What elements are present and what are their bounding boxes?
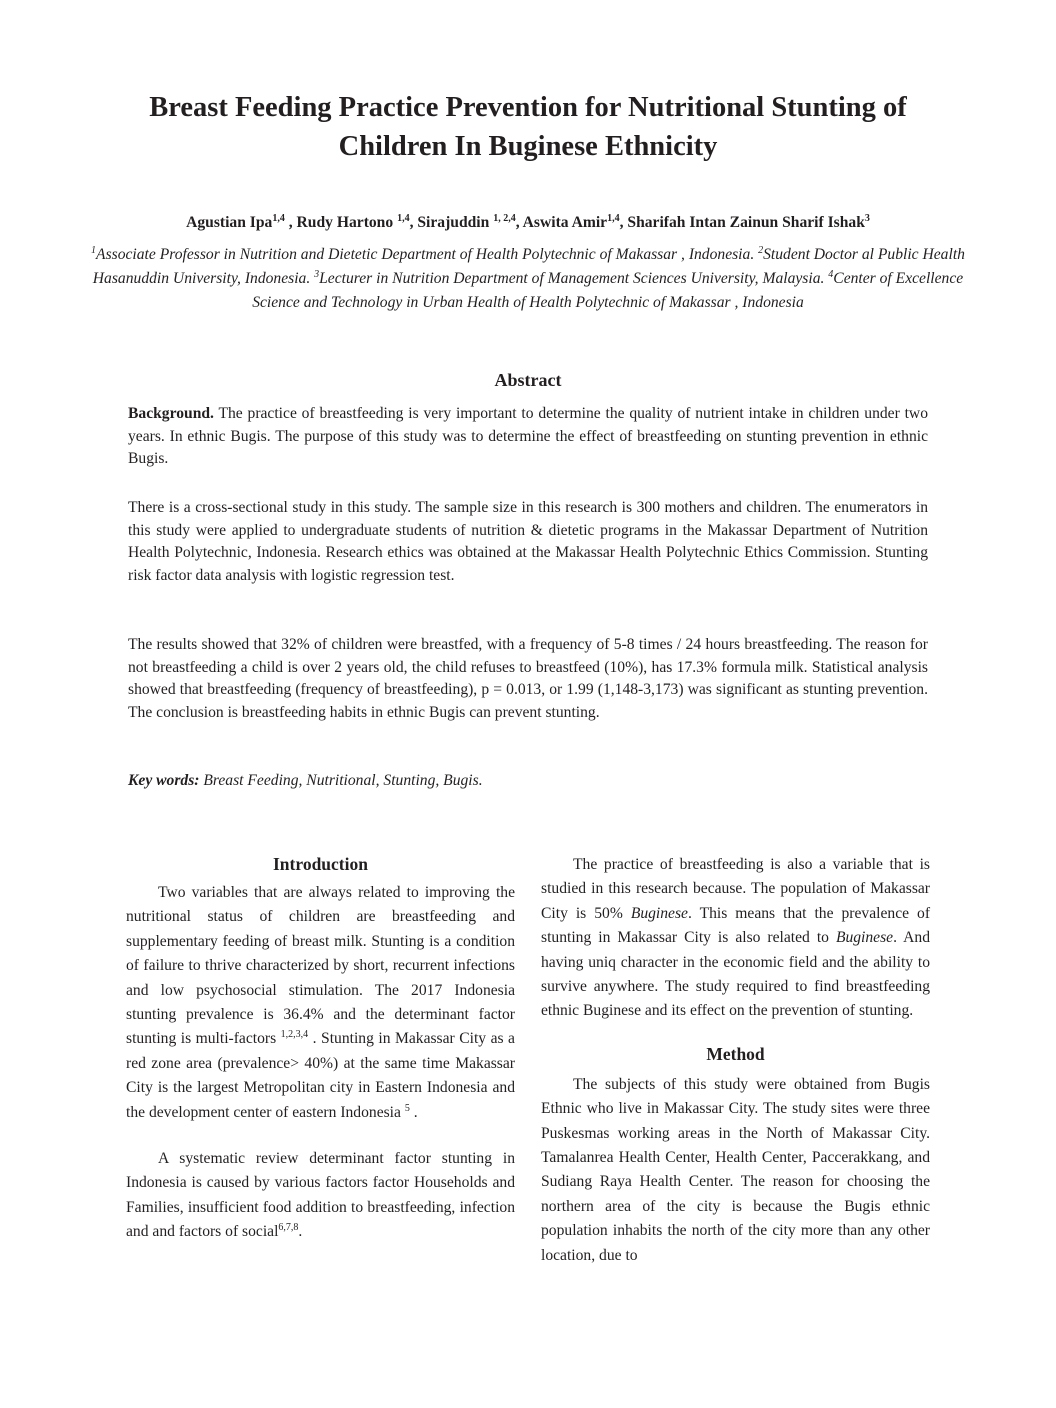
left-column (126, 852, 515, 1245)
right-column (541, 853, 930, 1268)
affil-sup: 3 (314, 269, 320, 280)
affil-sup: 4 (828, 269, 834, 280)
affil-sup: 1 (91, 245, 97, 256)
citation-sup: 6,7,8 (278, 1222, 299, 1234)
intro-p2-text-b: . (298, 1223, 303, 1241)
background-text: The practice of breastfeeding is very important to determine the quality of nutrient intake in children under two years. In ethnic Bugis. The purpose of this study was to determine the effect of breastfeeding on stunting prevention in ethnic Bugis. (128, 405, 928, 468)
introduction-heading: Introduction (273, 854, 368, 874)
abstract-results-paragraph: The results showed that 32% of children were breastfed, with a frequency of 5-8 times / 24 hours breastfeeding. The reason for not breastfeeding a child is over 2 years old, the child refuses to breastfeed (10%), has 17.3% formula milk. Statistical analysis showed that breastfeeding (frequency of breastfeeding), p = 0.013, or 1.99 (1,148-3,173) was significant as stunting prevention. The conclusion is breastfeeding habits in ethnic Bugis can prevent stunting. (128, 636, 928, 721)
intro-p1-text-a: Two variables that are always related to improving the nutritional status of children are breastfeeding and supplementary feeding of breast milk. Stunting is a condition of failure to thrive characterized by short, recurrent infections and low psychosocial stimulation. The 2017 Indonesia stunting prevalence is 36.4% and the determinant factor stunting is multi-factors (126, 884, 515, 1048)
author-name: Aswita Amir (522, 214, 608, 231)
abstract-methods-paragraph: There is a cross-sectional study in this study. The sample size in this research is 300 mothers and children. The enumerators in this study were applied to undergraduate students of nutrition & dietetic programs in the Makassar Department of Nutrition Health Polytechnic, Indonesia. Research ethics was obtained at the Makassar Health Polytechnic Ethics Commission. Stunting risk factor data analysis with logistic regression test. (128, 499, 928, 584)
author-affil-sup: 1, 2,4 (493, 213, 516, 224)
title-line-1: Breast Feeding Practice Prevention for Nutritional Stunting of (149, 92, 907, 123)
background-label: Background. (128, 405, 214, 422)
method-heading: Method (706, 1043, 765, 1064)
intro-paragraph-1 (126, 881, 515, 1125)
author-name: Sirajuddin (417, 214, 494, 231)
right-p1-italic-2: Buginese (835, 929, 894, 947)
affil-sup: 2 (758, 245, 764, 256)
author-affil-sup: 1,4 (607, 213, 620, 224)
citation-sup: 1,2,3,4 (280, 1029, 309, 1041)
intro-p1-text-b: . Stunting in Makassar City as a red zone area (prevalence> 40%) at the same time Makassar City is the largest Metropolitan city in Eastern Indonesia and the development center of eastern Indonesia (126, 1030, 515, 1121)
author-name: Sharifah Intan Zainun Sharif Ishak (627, 214, 865, 231)
affil-text: Lecturer in Nutrition Department of Management Sciences University, Malaysia. (319, 270, 829, 287)
right-paragraph-1 (541, 853, 930, 1024)
affiliations (90, 243, 966, 315)
author-separator: , (409, 214, 418, 231)
intro-paragraph-2 (126, 1147, 515, 1245)
keywords (128, 770, 928, 793)
author-affil-sup: 1,4 (272, 213, 285, 224)
abstract-background (128, 403, 928, 471)
author-separator: , (619, 214, 628, 231)
intro-p2-text-a: A systematic review determinant factor stunting in Indonesia is caused by various factors factor Households and Families, insufficient food addition to breastfeeding, infection and and factors of social (126, 1150, 515, 1241)
author-separator: , (284, 214, 297, 231)
method-paragraph: The subjects of this study were obtained from Bugis Ethnic who live in Makassar City. The study sites were three Puskesmas working areas in the North of Makassar City. Tamalanrea Health Center, Health Center, Paccerakkang, and Sudiang Raya Health Center. The reason for choosing the northern area of the city is because the Bugis ethnic population inhabits the north of the city more than any other location, due to (541, 1075, 930, 1264)
paper-title (80, 88, 976, 166)
author-list (80, 213, 976, 233)
affil-text: Student Doctor al Public Health Hasanuddin University, Indonesia. (92, 246, 965, 287)
keywords-label: Key words: (128, 772, 200, 789)
citation-sup: 5 (404, 1102, 410, 1114)
right-p1-text-a: The practice of breastfeeding is also a variable that is studied in this research because. The population of Makassar City is 50% (541, 856, 930, 922)
affil-text: Center of Excellence Science and Technology in Urban Health of Health Polytechnic of Makassar , Indonesia (252, 270, 964, 311)
author-name: Agustian Ipa (186, 214, 273, 231)
intro-p1-text-c: . (409, 1103, 418, 1121)
affil-text: Associate Professor in Nutrition and Dietetic Department of Health Polytechnic of Makassar , Indonesia. (96, 246, 759, 263)
author-separator: , (515, 214, 523, 231)
author-name: Rudy Hartono (296, 214, 398, 231)
author-affil-sup: 3 (864, 213, 870, 224)
right-p1-italic-1: Buginese (630, 904, 688, 922)
right-p1-text-b: . This means that the prevalence of stunting in Makassar City is also related to (541, 904, 931, 947)
title-line-2: Children In Buginese Ethnicity (338, 131, 718, 162)
right-p1-text-c: . And having uniq character in the economic field and the ability to survive anywhere. The study required to find breastfeeding ethnic Buginese and its effect on the prevention of stunting. (541, 929, 930, 1020)
abstract-heading: Abstract (494, 370, 562, 390)
keywords-text: Breast Feeding, Nutritional, Stunting, Bugis. (199, 772, 483, 789)
author-affil-sup: 1,4 (397, 213, 410, 224)
